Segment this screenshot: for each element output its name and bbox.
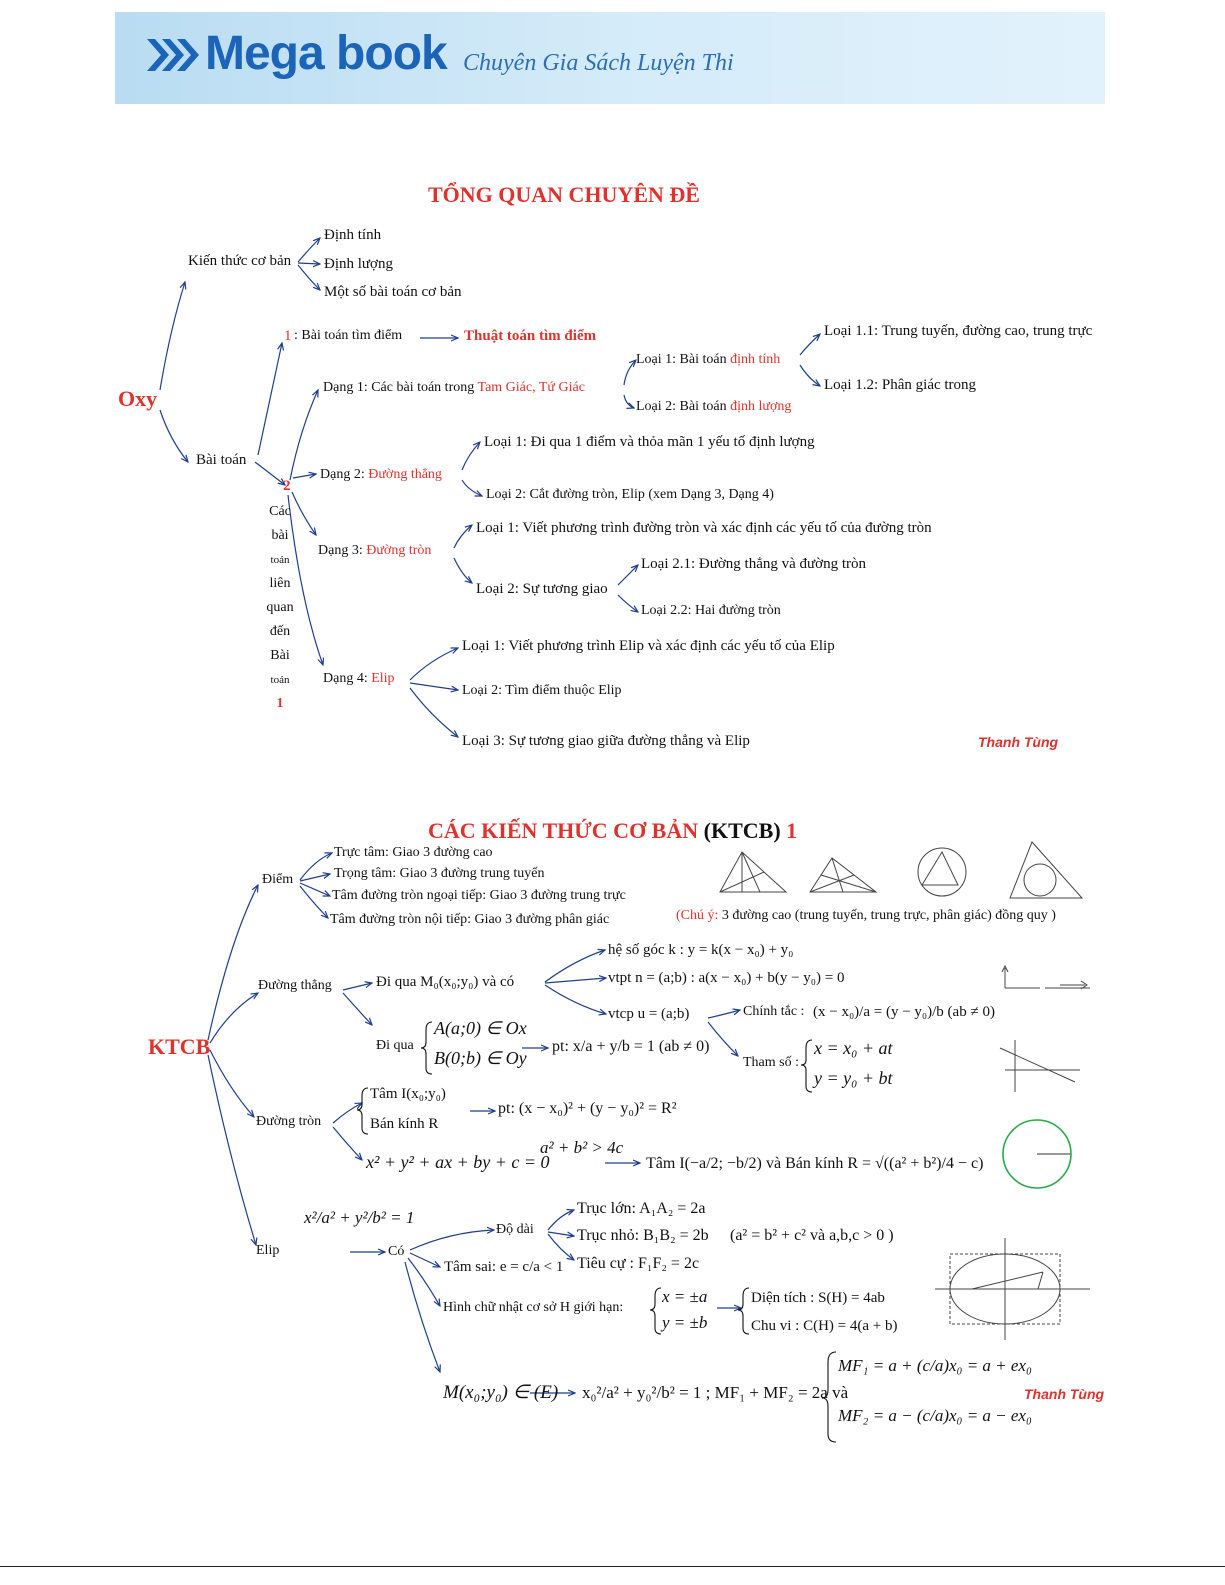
dang2-red: Đường thẳng (368, 467, 442, 482)
node-dang-4 (323, 671, 395, 687)
node-dang2-loai1: Loại 1: Đi qua 1 điểm và thỏa mãn 1 yếu tố định lượng (484, 434, 815, 450)
node-di-qua: Đi qua (376, 1038, 414, 1053)
node-y-pm: y = ±b (662, 1313, 708, 1332)
node-kien-thuc: Kiến thức cơ bản (188, 253, 292, 269)
node-dang3-loai1: Loại 1: Viết phương trình đường tròn và xác định các yếu tố của đường tròn (476, 520, 932, 536)
node-bai-toan-tim-diem: : Bài toán tìm điểm (294, 328, 403, 343)
node-mf1: MF₁ = a + (c/a)x₀ = a + ex₀ (838, 1356, 1032, 1375)
ktcb-title-red: CÁC KIẾN THỨC CƠ BẢN (428, 818, 704, 843)
word-4: liên (269, 576, 291, 591)
dang3-prefix: Dạng 3: (318, 543, 367, 558)
node-pt-tong-quat: x² + y² + ax + by + c = 0 (366, 1152, 550, 1172)
node-truc-nho: Trục nhỏ: B₁B₂ = 2b (577, 1227, 709, 1244)
node-dieu-kien: a² + b² > 4c (540, 1138, 624, 1157)
note-red: (Chú ý: (676, 908, 719, 923)
node-ngoai-tiep: Tâm đường tròn ngoại tiếp: Giao 3 đường trung trực (332, 888, 626, 903)
d1l2-red: định lượng (730, 399, 792, 414)
node-hcn: Hình chữ nhật cơ sở H giới hạn: (443, 1300, 624, 1315)
ktcb-title (428, 818, 797, 844)
node-duong-tron: Đường tròn (256, 1114, 322, 1129)
word-7: Bài (270, 648, 290, 663)
word-3: toán (270, 554, 290, 566)
node-duong-thang: Đường thẳng (258, 978, 332, 993)
node-num-1: 1 (284, 328, 292, 344)
node-dinh-luong: Định lượng (324, 256, 393, 272)
word-6: đến (269, 624, 291, 639)
node-chinh-tac-eq: (x − x₀)/a = (y − y₀)/b (ab ≠ 0) (813, 1004, 995, 1020)
node-dang-1 (323, 380, 585, 396)
node-va-ban-kinh: và Bán kính R = √((a² + b²)/4 − c) (766, 1155, 984, 1172)
brand-book: book (336, 27, 447, 80)
node-dang2-loai2: Loại 2: Cắt đường tròn, Elip (xem Dạng 3, Dạng 4) (486, 487, 774, 502)
word-9: 1 (276, 696, 284, 711)
brand-slogan: Chuyên Gia Sách Luyện Thi (463, 50, 734, 76)
node-thuat-toan: Thuật toán tìm điểm (464, 328, 597, 344)
note-dong-quy (676, 908, 1056, 924)
node-dang4-loai3: Loại 3: Sự tương giao giữa đường thẳng và Elip (462, 733, 750, 749)
node-mot-so: Một số bài toán cơ bản (324, 284, 462, 300)
node-dang-3 (318, 543, 431, 559)
root-ktcb: KTCB (148, 1034, 211, 1059)
node-truc-lon: Trục lớn: A₁A₂ = 2a (577, 1200, 706, 1217)
node-m-eq: x₀²/a² + y₀²/b² = 1 ; MF₁ + MF₂ = 2a và (582, 1383, 849, 1402)
node-m-thuoc-e: M(x₀;y₀) ∈ (E) (443, 1382, 559, 1403)
node-dang1-loai2 (636, 399, 791, 415)
dang3-red: Đường tròn (366, 543, 432, 558)
word-1: Các (269, 504, 291, 519)
node-trong-tam: Trọng tâm: Giao 3 đường trung tuyến (334, 866, 545, 881)
node-a-ox: A(a;0) ∈ Ox (434, 1018, 527, 1038)
node-num-2: 2 (283, 478, 291, 494)
d1l2-prefix: Loại 2: Bài toán (636, 399, 731, 414)
node-dang4-loai2: Loại 2: Tìm điểm thuộc Elip (462, 683, 622, 698)
word-5: quan (266, 600, 294, 615)
dang4-red: Elip (371, 671, 395, 686)
node-vtpt: vtpt n = (a;b) : a(x − x₀) + b(y − y₀) = 0 (608, 970, 845, 986)
ktcb-title-num: 1 (780, 818, 798, 843)
ktcb-title-black: (KTCB) (703, 818, 781, 843)
dang2-prefix: Dạng 2: (320, 467, 369, 482)
root-oxy: Oxy (118, 386, 158, 411)
node-mf2: MF₂ = a − (c/a)x₀ = a − ex₀ (838, 1406, 1032, 1425)
dang1-prefix: Dạng 1: Các bài toán trong (323, 380, 478, 395)
node-truc-tam: Trực tâm: Giao 3 đường cao (334, 845, 493, 860)
node-dang3-loai2: Loại 2: Sự tương giao (476, 581, 608, 597)
node-elip-pt: x²/a² + y²/b² = 1 (304, 1208, 415, 1227)
node-tham-so-1: x = x₀ + at (814, 1038, 893, 1058)
node-diem: Điểm (262, 872, 294, 887)
node-cac-bai-toan (262, 500, 298, 716)
node-dang1-loai1 (636, 352, 780, 368)
dang1-red: Tam Giác, Tứ Giác (477, 380, 585, 395)
node-tam: Tâm I(x₀;y₀) (370, 1086, 446, 1102)
node-he-so-goc: hệ số góc k : y = k(x − x₀) + y₀ (608, 942, 794, 958)
node-dang4-loai1: Loại 1: Viết phương trình Elip và xác định các yếu tố của Elip (462, 638, 835, 654)
node-co: Có (388, 1244, 405, 1259)
node-loai-1-1: Loại 1.1: Trung tuyến, đường cao, trung trực (824, 323, 1093, 339)
node-noi-tiep: Tâm đường tròn nội tiếp: Giao 3 đường phân giác (330, 912, 610, 927)
page-bottom-rule (0, 1566, 1225, 1567)
node-tham-so-label: Tham số : (743, 1055, 799, 1070)
node-tam-i: Tâm I(−a/2; −b/2) (646, 1155, 762, 1172)
node-b-oy: B(0;b) ∈ Oy (434, 1048, 527, 1068)
node-tham-so-2: y = y₀ + bt (814, 1068, 893, 1088)
node-chinh-tac-label: Chính tắc : (743, 1004, 805, 1019)
d1l1-prefix: Loại 1: Bài toán (636, 352, 731, 367)
node-tam-sai: Tâm sai: e = c/a < 1 (444, 1259, 564, 1275)
node-do-dai: Độ dài (496, 1222, 534, 1237)
node-pt-doan-chan: pt: x/a + y/b = 1 (ab ≠ 0) (552, 1038, 710, 1055)
node-tieu-cu: Tiêu cự : F₁F₂ = 2c (577, 1255, 700, 1272)
node-dien-tich: Diện tích : S(H) = 4ab (751, 1290, 885, 1306)
note-black: 3 đường cao (trung tuyến, trung trực, phân giác) đồng quy ) (718, 908, 1056, 923)
node-ban-kinh: Bán kính R (370, 1116, 439, 1132)
word-2: bài (271, 528, 289, 543)
brand-mega: Mega (205, 27, 324, 80)
overview-title: TỔNG QUAN CHUYÊN ĐỀ (428, 182, 700, 207)
node-loai-2-1: Loại 2.1: Đường thẳng và đường tròn (641, 556, 867, 572)
node-di-qua-m0: Đi qua M₀(x₀;y₀) và có (376, 974, 515, 990)
node-elip: Elip (256, 1243, 280, 1258)
node-vtcp: vtcp u = (a;b) (608, 1006, 690, 1022)
node-loai-2-2: Loại 2.2: Hai đường tròn (641, 603, 781, 618)
signature-2: Thanh Tùng (1024, 1386, 1105, 1402)
node-loai-1-2: Loại 1.2: Phân giác trong (824, 377, 977, 393)
d1l1-red: định tính (730, 352, 781, 367)
signature-1: Thanh Tùng (978, 734, 1059, 750)
word-8: toán (270, 674, 290, 686)
node-pt-tron: pt: (x − x₀)² + (y − y₀)² = R² (498, 1100, 677, 1117)
node-dang-2 (320, 467, 442, 483)
node-chu-vi: Chu vi : C(H) = 4(a + b) (751, 1318, 898, 1334)
node-dinh-tinh: Định tính (324, 227, 382, 243)
dang4-prefix: Dạng 4: (323, 671, 372, 686)
node-he-thuc: (a² = b² + c² và a,b,c > 0 ) (730, 1227, 894, 1244)
node-x-pm: x = ±a (662, 1287, 708, 1306)
node-bai-toan: Bài toán (196, 452, 247, 468)
